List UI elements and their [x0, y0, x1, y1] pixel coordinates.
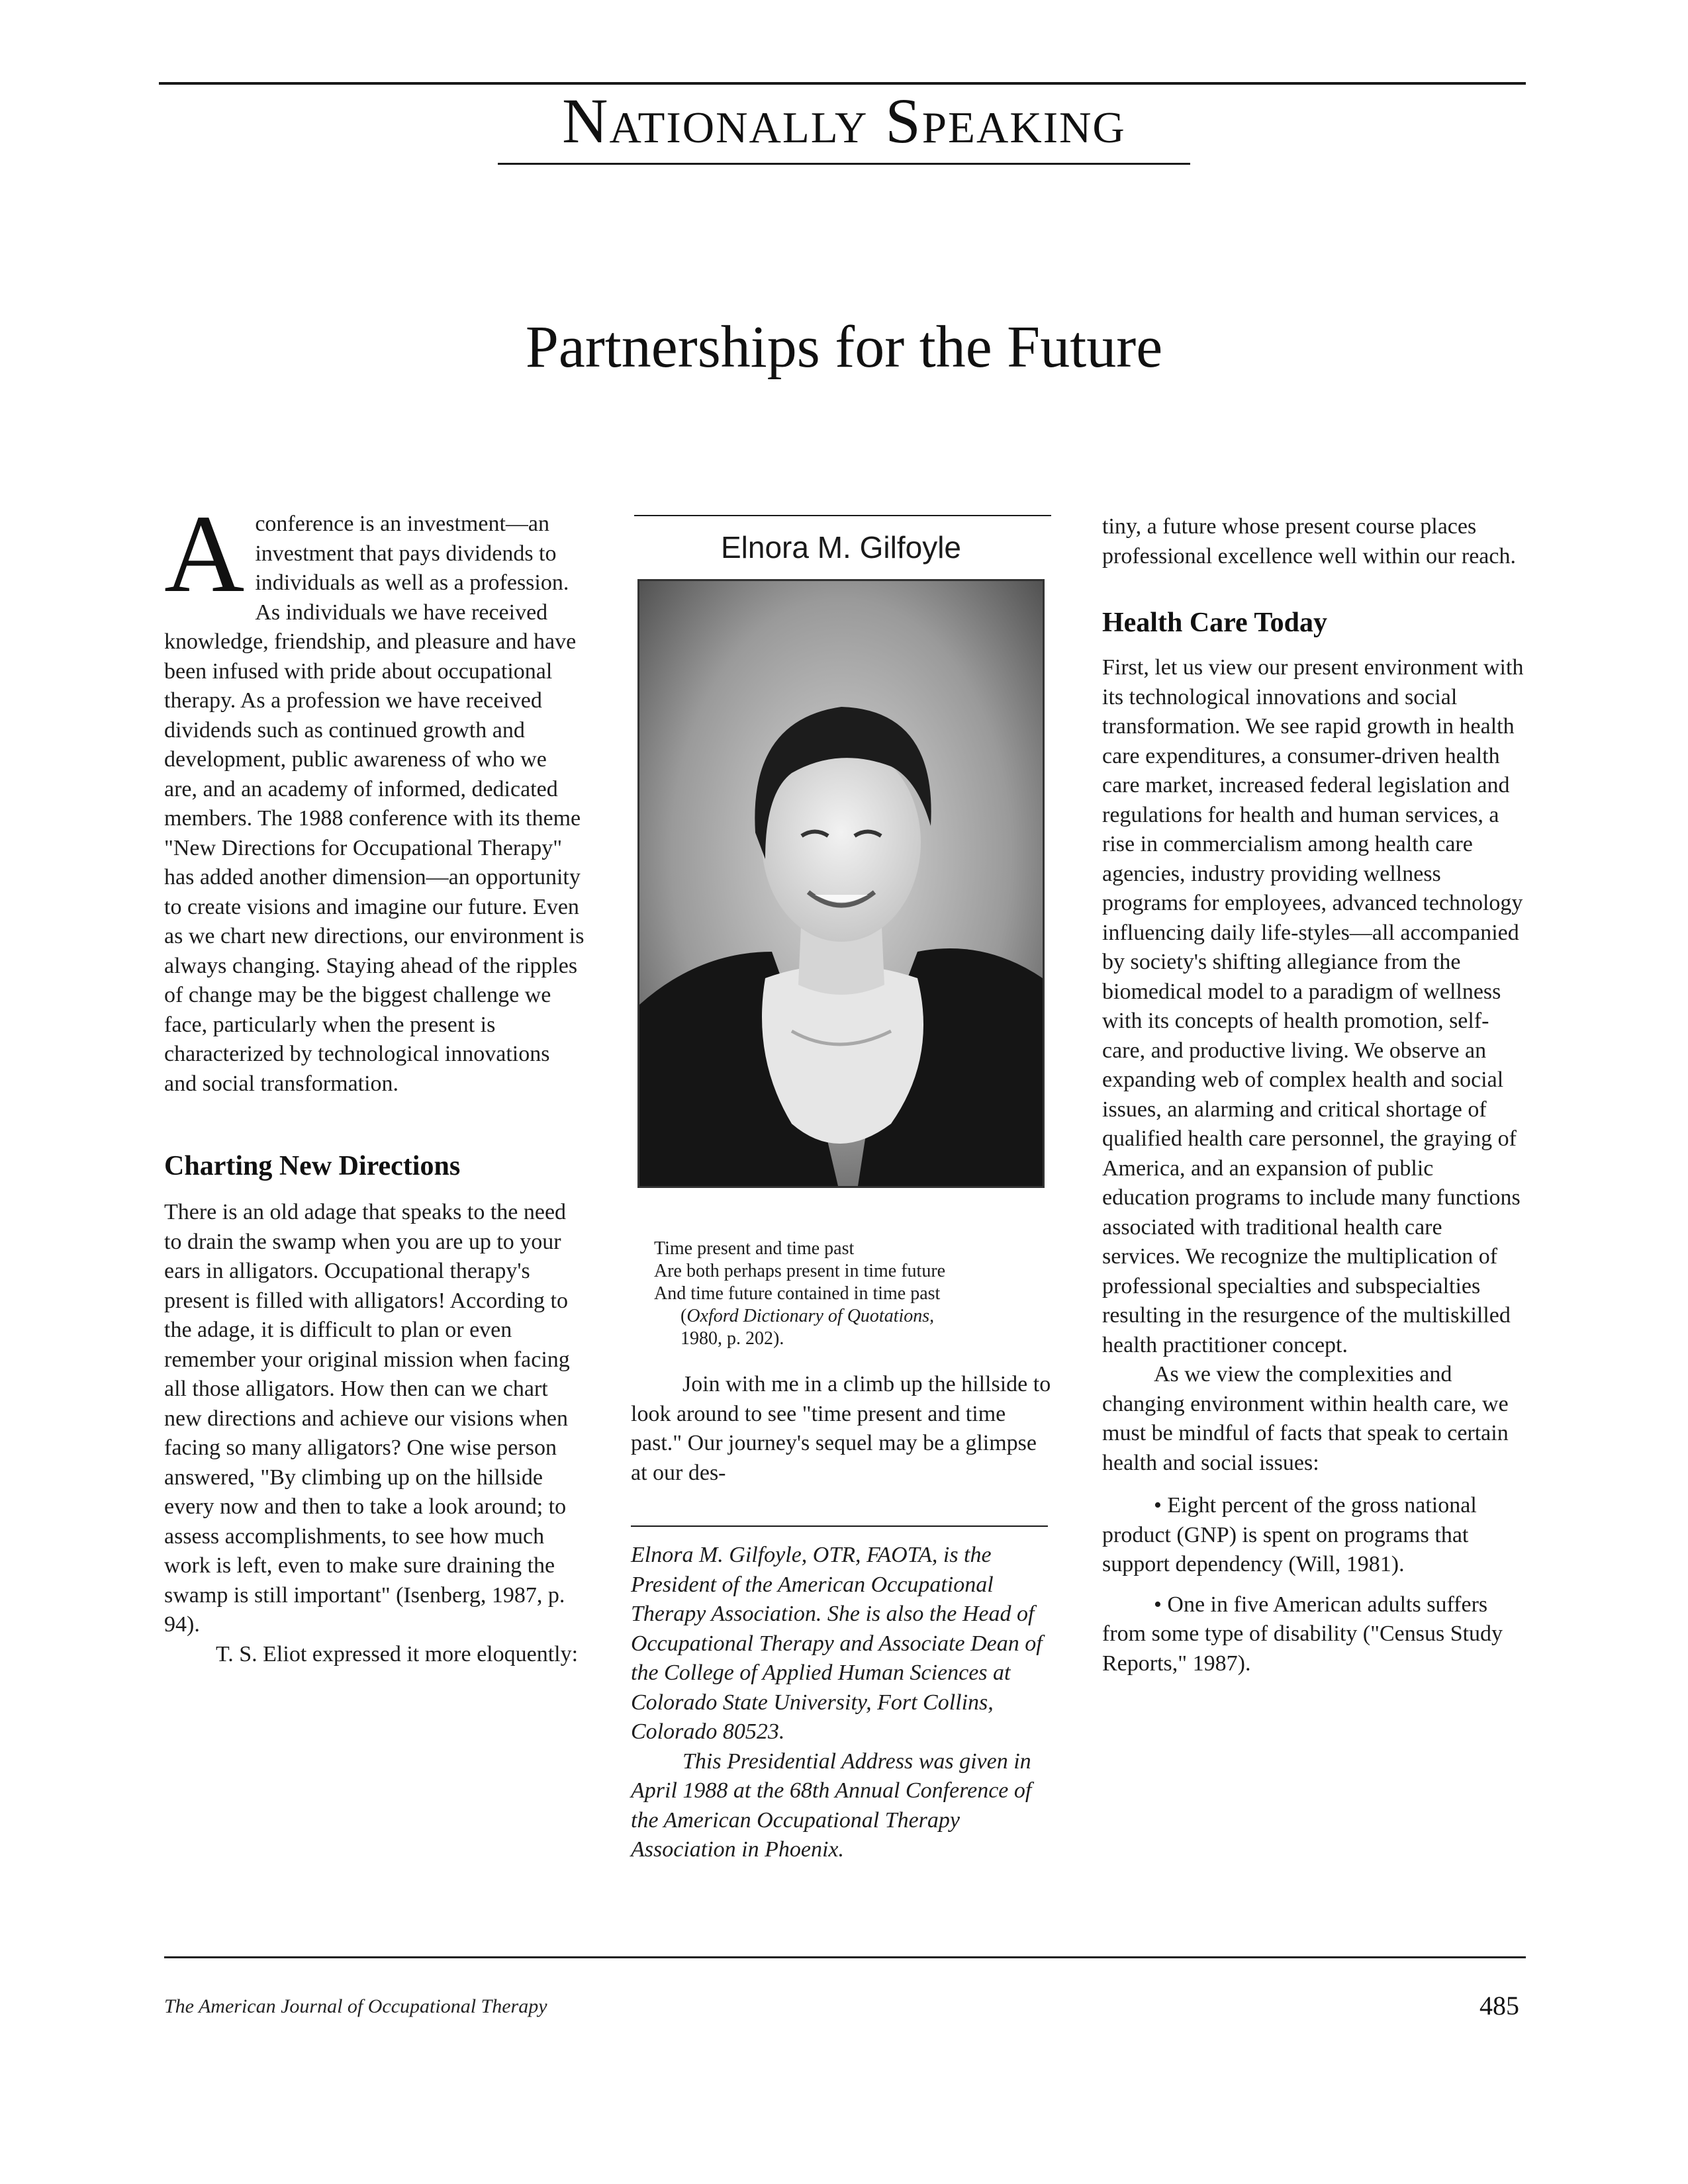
- drop-cap: A: [164, 492, 245, 615]
- epigraph-source-title: Oxford Dictionary of Quotations,: [686, 1306, 935, 1326]
- column-3: [1102, 512, 1526, 1678]
- epigraph-source-year: 1980, p. 202).: [680, 1328, 784, 1349]
- footer-journal-title: The American Journal of Occupational Therapy: [164, 1995, 547, 2017]
- epigraph-line-2: Are both perhaps present in time future: [654, 1261, 946, 1281]
- paragraph-destiny: tiny, a future whose present course places professional excellence well within our reach.: [1102, 514, 1516, 569]
- photo-box-top-rule: [634, 515, 1051, 516]
- top-rule: [159, 82, 1526, 85]
- epigraph-source: (Oxford Dictionary of Quotations, 1980, p. 202).: [680, 1306, 935, 1349]
- paragraph-eliot: T. S. Eliot expressed it more eloquently:: [216, 1641, 579, 1666]
- subhead-health-care-today: Health Care Today: [1102, 608, 1327, 638]
- page-number: 485: [1479, 1991, 1519, 2021]
- epigraph-quote: [654, 1238, 1064, 1350]
- intro-text: conference is an investment—an investment that pays dividends to individuals as well as a profession. As individuals we have received knowledge, friendship, and pleasure and have been infused with pride about occupational therapy. As a profession we have received dividends such as continued growth and development, public awareness of who we are, and an academy of informed, dedicated members. The 1988 conference with its theme "New Directions for Occupational Therapy" has added another dimension—an opportunity to create visions and imagine our future. Even as we chart new directions, our environment is always changing. Staying ahead of the ripples of change may be the biggest challenge we face, particularly when the present is characterized by technological innovations and social transformation.: [164, 512, 585, 1096]
- paragraph-complexities: As we view the complexities and changing environment within health care, we must be mindful of facts that speak to certain health and social issues:: [1102, 1362, 1509, 1475]
- paragraph-join-climb: Join with me in a climb up the hillside to look around to see "time present and time past." Our journey's sequel may be a glimpse at our des-: [631, 1372, 1051, 1485]
- column-2: [631, 1370, 1055, 1488]
- column-1: [164, 492, 585, 1669]
- article-title: Partnerships for the Future: [525, 314, 1163, 380]
- author-bio: Elnora M. Gilfoyle, OTR, FAOTA, is the President of the American Occupational Therapy Association. She is also the Head of Occupational Therapy and Associate Dean of the College of Applied Human Sciences at Colorado State University, Fort Collins, Colorado 80523.: [631, 1543, 1043, 1744]
- author-portrait-icon: [639, 581, 1043, 1186]
- author-photo: [637, 579, 1045, 1188]
- subhead-charting-new-directions: Charting New Directions: [164, 1151, 461, 1181]
- epigraph-line-3: And time future contained in time past: [654, 1283, 941, 1304]
- author-note-rule: [631, 1525, 1048, 1527]
- section-title-underline: [498, 163, 1190, 165]
- section-title: Nationally Speaking: [562, 85, 1126, 156]
- epigraph-line-1: Time present and time past: [654, 1238, 855, 1259]
- author-note: [631, 1541, 1055, 1865]
- bullet-gnp: • Eight percent of the gross national product (GNP) is spent on programs that support dependency (Will, 1981).: [1102, 1493, 1477, 1576]
- intro-paragraph: [164, 492, 585, 1099]
- paragraph-present-environment: First, let us view our present environment with its technological innovations and social transformation. We see rapid growth in health care expenditures, a consumer-driven health care market, increased federal legislation and regulations for health and human services, a rise in commercialism among health care agencies, industry providing wellness programs for employees, advanced technology influencing daily life-styles—all accompanied by society's shifting allegiance from the biomedical model to a paradigm of wellness with its concepts of health promotion, self-care, and productive living. We observe an expanding web of complex health and social issues, an alarming and critical shortage of qualified health care personnel, the graying of America, and an expansion of public education programs to include many functions associated with traditional health care services. We recognize the multiplication of professional specialties and subspecialties resulting in the resurgence of the multiskilled health practitioner concept.: [1102, 655, 1524, 1357]
- paragraph-alligators: There is an old adage that speaks to the need to drain the swamp when you are up to your ears in alligators. Occupational therapy's present is filled with alligators! According to the adage, it is difficult to plan or even remember your original mission when facing all those alligators. How then can we chart new directions and achieve our visions when facing so many alligators? One wise person answered, "By climbing up on the hillside every now and then to take a look around; to assess accomplishments, to see how much work is left, even to make sure draining the swamp is still important" (Isenberg, 1987, p. 94).: [164, 1200, 570, 1637]
- bottom-rule: [164, 1956, 1526, 1958]
- bullet-disability: • One in five American adults suffers from some type of disability ("Census Study Reports," 1987).: [1102, 1592, 1503, 1676]
- presidential-address-note: This Presidential Address was given in April 1988 at the 68th Annual Conference of the American Occupational Therapy Association in Phoenix.: [631, 1749, 1032, 1862]
- author-name: Elnora M. Gilfoyle: [720, 530, 961, 565]
